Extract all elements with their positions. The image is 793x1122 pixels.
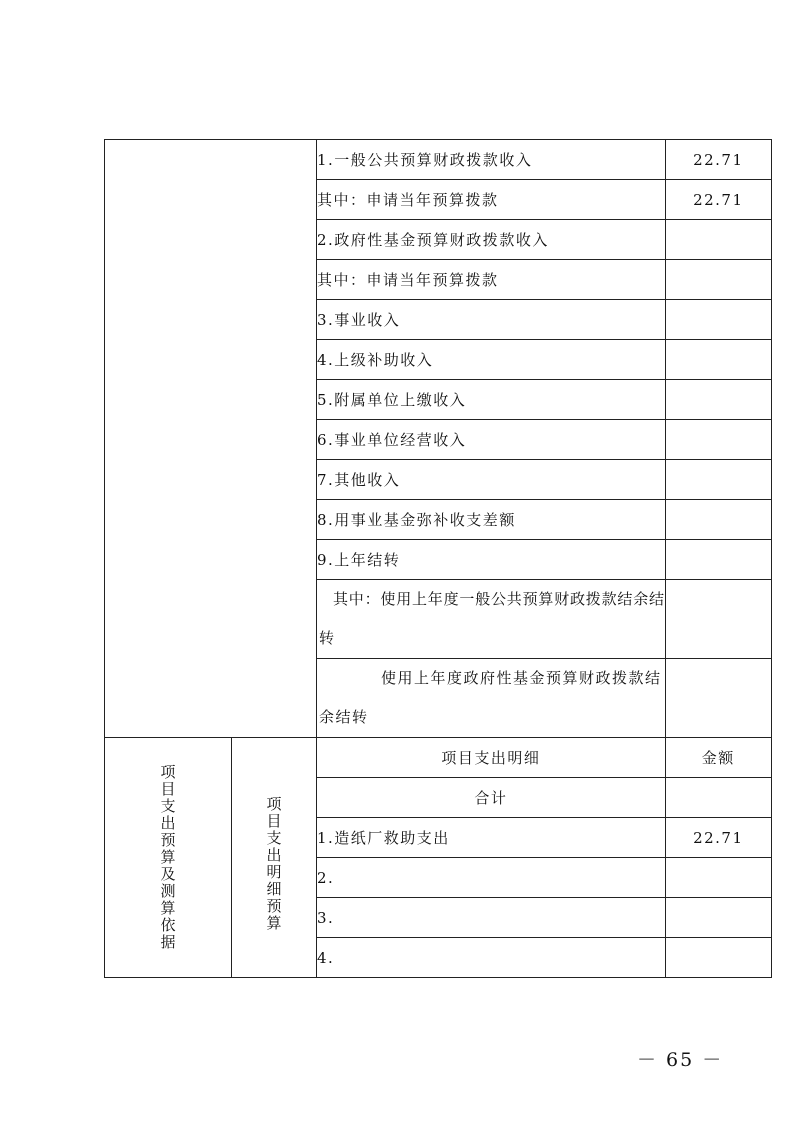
detail-header-amount: 金额 xyxy=(665,738,771,778)
row-label: 2.政府性基金预算财政拨款收入 xyxy=(317,220,666,260)
row-amount xyxy=(665,380,771,420)
row-amount xyxy=(665,300,771,340)
row-amount xyxy=(665,659,771,738)
subsection-label: 项目支出明细预算 xyxy=(264,796,283,932)
row-amount xyxy=(665,220,771,260)
detail-label: 4. xyxy=(317,938,666,978)
row-label-line1: 使用上年度政府性基金预算财政拨款结 xyxy=(381,669,662,687)
row-label xyxy=(317,659,666,738)
detail-amount xyxy=(665,938,771,978)
row-label: 8.用事业基金弥补收支差额 xyxy=(317,500,666,540)
detail-label: 1.造纸厂救助支出 xyxy=(317,818,666,858)
page-number: － 65 － xyxy=(637,1049,724,1071)
income-row xyxy=(105,140,772,180)
row-label: 4.上级补助收入 xyxy=(317,340,666,380)
detail-amount: 22.71 xyxy=(665,818,771,858)
detail-header-item: 项目支出明细 xyxy=(317,738,666,778)
detail-header-row xyxy=(105,738,772,778)
row-amount xyxy=(665,500,771,540)
detail-amount xyxy=(665,898,771,938)
detail-label: 2. xyxy=(317,858,666,898)
row-amount xyxy=(665,420,771,460)
row-label: 5.附属单位上缴收入 xyxy=(317,380,666,420)
row-label: 6.事业单位经营收入 xyxy=(317,420,666,460)
row-label-line2: 余结转 xyxy=(319,708,369,726)
detail-total-amount xyxy=(665,778,771,818)
subsection-label-cell xyxy=(232,738,317,978)
row-label: 9.上年结转 xyxy=(317,540,666,580)
detail-total-label: 合计 xyxy=(317,778,666,818)
row-label: 其中：申请当年预算拨款 xyxy=(317,260,666,300)
row-amount xyxy=(665,580,771,659)
row-label xyxy=(317,580,666,659)
row-label: 其中：申请当年预算拨款 xyxy=(317,180,666,220)
row-amount xyxy=(665,340,771,380)
section-label: 项目支出预算及测算依据 xyxy=(158,764,177,951)
detail-label: 3. xyxy=(317,898,666,938)
row-amount: 22.71 xyxy=(665,180,771,220)
row-amount xyxy=(665,540,771,580)
row-label: 1.一般公共预算财政拨款收入 xyxy=(317,140,666,180)
detail-amount xyxy=(665,858,771,898)
row-label: 7.其他收入 xyxy=(317,460,666,500)
row-amount xyxy=(665,260,771,300)
section-label-cell xyxy=(105,738,232,978)
blank-left-cell xyxy=(105,140,317,738)
row-label: 3.事业收入 xyxy=(317,300,666,340)
row-label-line1: 其中：使用上年度一般公共预算财政拨款结余结 xyxy=(333,590,665,608)
budget-table xyxy=(104,139,772,978)
row-label-line2: 转 xyxy=(319,629,336,647)
row-amount xyxy=(665,460,771,500)
row-amount: 22.71 xyxy=(665,140,771,180)
